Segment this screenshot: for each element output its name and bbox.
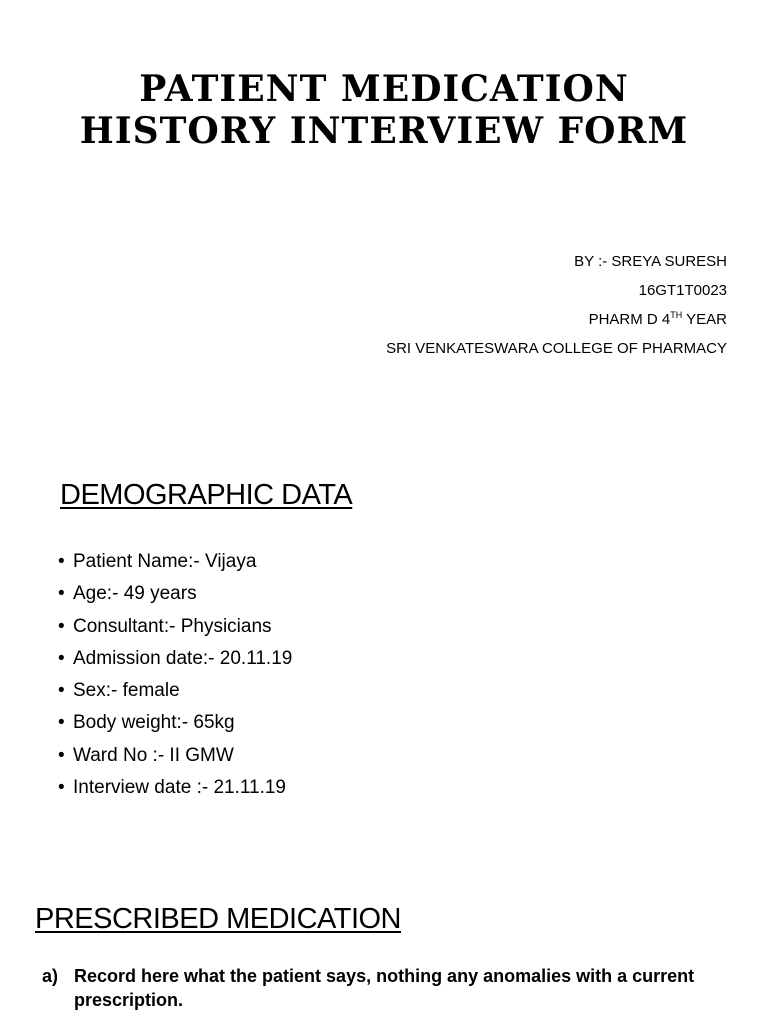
list-item: • Interview date :- 21.11.19 — [58, 772, 292, 804]
course-ordinal-suffix: TH — [670, 310, 683, 320]
prescribed-medication-heading: PRESCRIBED MEDICATION — [35, 903, 402, 935]
author-block — [386, 247, 727, 363]
college-name: SRI VENKATESWARA COLLEGE OF PHARMACY — [386, 340, 727, 357]
list-item: • Age:- 49 years — [58, 578, 292, 610]
list-item: • Sex:- female — [58, 675, 292, 707]
question-text: Record here what the patient says, nothing any anomalies with a current prescription. — [74, 966, 695, 1010]
demographic-list — [58, 546, 292, 804]
course-year — [386, 305, 727, 334]
title-line-1: PATIENT MEDICATION — [139, 68, 629, 110]
course-suffix: YEAR — [682, 311, 727, 328]
list-item: • Body weight:- 65kg — [58, 707, 292, 739]
demographic-heading: DEMOGRAPHIC DATA — [60, 479, 353, 511]
author-name: BY :- SREYA SURESH — [574, 253, 727, 270]
course-prefix: PHARM D 4 — [588, 311, 671, 328]
list-item: • Consultant:- Physicians — [58, 611, 292, 643]
document-title — [0, 68, 768, 152]
title-line-2: HISTORY INTERVIEW FORM — [79, 110, 689, 152]
list-item: • Patient Name:- Vijaya — [58, 546, 292, 578]
list-item: • Admission date:- 20.11.19 — [58, 643, 292, 675]
question-a — [42, 964, 722, 1012]
roll-number: 16GT1T0023 — [638, 282, 727, 299]
question-marker: a) — [42, 966, 59, 986]
list-item: • Ward No :- II GMW — [58, 740, 292, 772]
